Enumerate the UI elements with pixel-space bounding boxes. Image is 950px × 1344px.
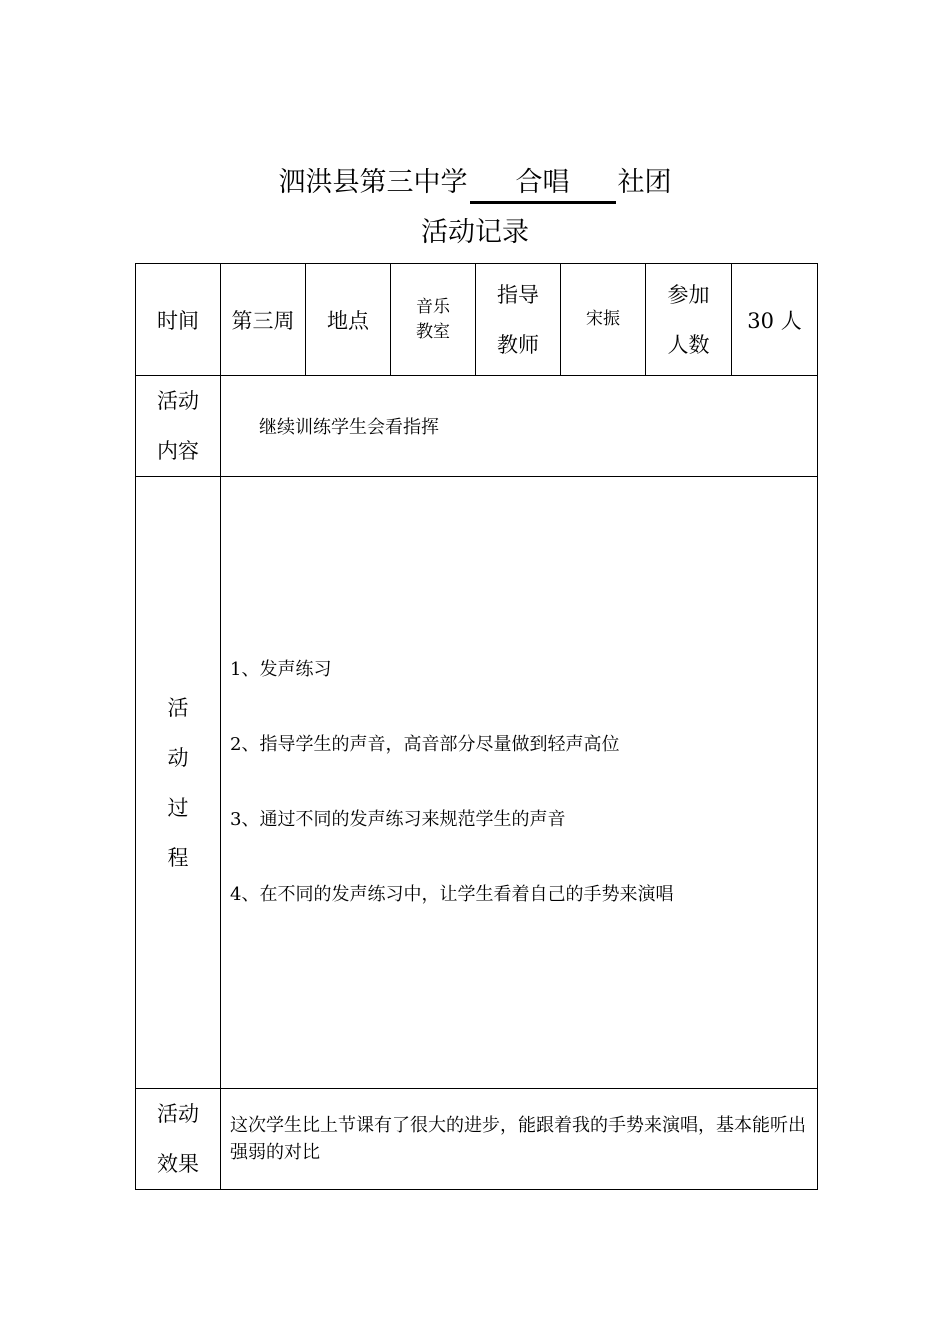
effect-label-line-1: 活动: [157, 1102, 199, 1126]
content-label-line-1: 活动: [157, 389, 199, 413]
effect-text: 这次学生比上节课有了很大的进步，能跟着我的手势来演唱，基本能听出强弱的对比: [221, 1089, 818, 1190]
page-subtitle: 活动记录: [421, 217, 529, 248]
process-item-2: 2、指导学生的声音，高音部分尽量做到轻声高位: [230, 734, 620, 755]
process-label-char-4: 程: [167, 845, 189, 870]
school-name: 泗洪县第三中学: [278, 167, 468, 198]
content-label-line-2: 内容: [157, 439, 199, 463]
process-item-3: 3、通过不同的发声练习来规范学生的声音: [230, 809, 566, 830]
effect-row: [136, 1089, 818, 1190]
teacher-label-line-2: 教师: [497, 332, 539, 357]
activity-record-table: [135, 263, 818, 1190]
time-label: 时间: [136, 264, 221, 376]
process-label-char-3: 过: [167, 795, 189, 820]
process-label: [136, 477, 221, 1089]
place-value-line-2: 教室: [416, 321, 450, 342]
teacher-value: 宋振: [561, 264, 646, 376]
effect-label-line-2: 效果: [157, 1152, 199, 1176]
club-suffix: 社团: [617, 167, 672, 198]
place-value: [391, 264, 476, 376]
place-label: 地点: [306, 264, 391, 376]
process-item-4: 4、在不同的发声练习中，让学生看着自己的手势来演唱: [230, 884, 674, 905]
process-label-char-2: 动: [167, 745, 189, 770]
process-list: [221, 477, 818, 1089]
club-name: 合唱: [470, 160, 616, 204]
content-label: [136, 376, 221, 477]
place-value-line-1: 音乐: [416, 296, 450, 317]
header-row: [136, 264, 818, 376]
content-text: 继续训练学生会看指挥: [221, 376, 818, 477]
content-row: [136, 376, 818, 477]
participants-value: 30 人: [732, 264, 818, 376]
participants-label-line-2: 人数: [667, 332, 710, 357]
process-label-char-1: 活: [167, 695, 189, 720]
teacher-label: [476, 264, 561, 376]
process-item-1: 1、发声练习: [230, 659, 332, 680]
participants-label: [646, 264, 732, 376]
process-row: [136, 477, 818, 1089]
page-title: [0, 160, 950, 204]
participants-label-line-1: 参加: [667, 282, 710, 307]
time-value: 第三周: [221, 264, 306, 376]
effect-label: [136, 1089, 221, 1190]
teacher-label-line-1: 指导: [497, 282, 539, 307]
